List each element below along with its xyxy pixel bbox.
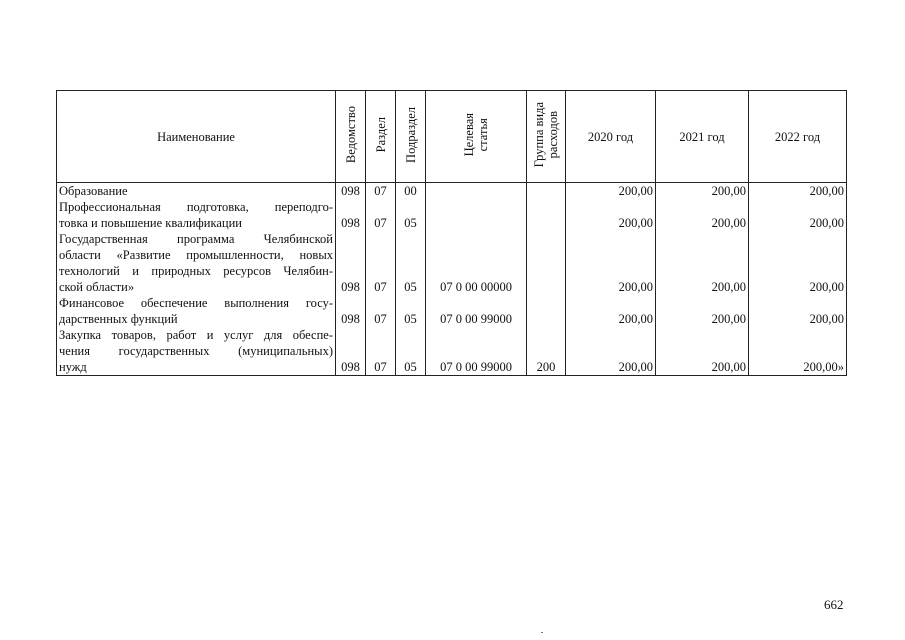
table-header-row	[57, 91, 847, 183]
cell-y2020: 200,00	[566, 295, 656, 327]
cell-name: Профессиональная подготовка, переподго- товка и повышение квалификации	[57, 199, 336, 231]
table-row	[57, 327, 847, 376]
cell-subsection: 05	[396, 295, 426, 327]
cell-ministry: 098	[336, 231, 366, 295]
cell-y2021: 200,00	[656, 295, 749, 327]
cell-section: 07	[366, 327, 396, 376]
table-row	[57, 295, 847, 327]
page-number: 662	[824, 597, 844, 612]
cell-y2020: 200,00	[566, 231, 656, 295]
cell-y2022: 200,00	[749, 231, 847, 295]
cell-expense-group	[527, 183, 566, 200]
cell-y2021: 200,00	[656, 327, 749, 376]
cell-name: Образование	[57, 183, 336, 200]
cell-y2020: 200,00	[566, 183, 656, 200]
cell-subsection: 05	[396, 199, 426, 231]
table-row	[57, 231, 847, 295]
cell-y2021: 200,00	[656, 231, 749, 295]
cell-y2022: 200,00	[749, 295, 847, 327]
cell-expense-group: 200	[527, 327, 566, 376]
cell-y2022: 200,00»	[749, 327, 847, 376]
cell-y2022: 200,00	[749, 199, 847, 231]
cell-y2022: 200,00	[749, 183, 847, 200]
cell-ministry: 098	[336, 295, 366, 327]
cell-y2021: 200,00	[656, 199, 749, 231]
header-section: Раздел	[366, 91, 396, 183]
table-row	[57, 199, 847, 231]
cell-target: 07 0 00 99000	[426, 295, 527, 327]
cell-y2020: 200,00	[566, 327, 656, 376]
cell-section: 07	[366, 231, 396, 295]
header-name: Наименование	[57, 91, 336, 183]
cell-target: 07 0 00 00000	[426, 231, 527, 295]
table-row	[57, 183, 847, 200]
header-subsection: Подраздел	[396, 91, 426, 183]
cell-subsection: 05	[396, 231, 426, 295]
cell-y2021: 200,00	[656, 183, 749, 200]
cell-name: Закупка товаров, работ и услуг для обеспе- чения государственных (муниципальных) нужд	[57, 327, 336, 376]
cell-subsection: 00	[396, 183, 426, 200]
cell-expense-group	[527, 231, 566, 295]
header-2022: 2022 год	[749, 91, 847, 183]
table-body	[57, 183, 847, 376]
cell-ministry: 098	[336, 183, 366, 200]
cell-expense-group	[527, 295, 566, 327]
cell-name: Государственная программа Челябинской области «Развитие промышленности, новых технологий и природных ресурсов Челябин- ской области»	[57, 231, 336, 295]
header-target: Целевая статья	[426, 91, 527, 183]
cell-section: 07	[366, 295, 396, 327]
cell-target: 07 0 00 99000	[426, 327, 527, 376]
header-2020: 2020 год	[566, 91, 656, 183]
scan-speck	[541, 632, 543, 633]
cell-ministry: 098	[336, 199, 366, 231]
cell-y2020: 200,00	[566, 199, 656, 231]
cell-name: Финансовое обеспечение выполнения госу- дарственных функций	[57, 295, 336, 327]
cell-target	[426, 183, 527, 200]
cell-expense-group	[527, 199, 566, 231]
header-ministry: Ведомство	[336, 91, 366, 183]
cell-section: 07	[366, 183, 396, 200]
header-expense-group: Группа вида расходов	[527, 91, 566, 183]
cell-section: 07	[366, 199, 396, 231]
cell-ministry: 098	[336, 327, 366, 376]
cell-subsection: 05	[396, 327, 426, 376]
header-2021: 2021 год	[656, 91, 749, 183]
budget-table	[56, 90, 847, 376]
cell-target	[426, 199, 527, 231]
